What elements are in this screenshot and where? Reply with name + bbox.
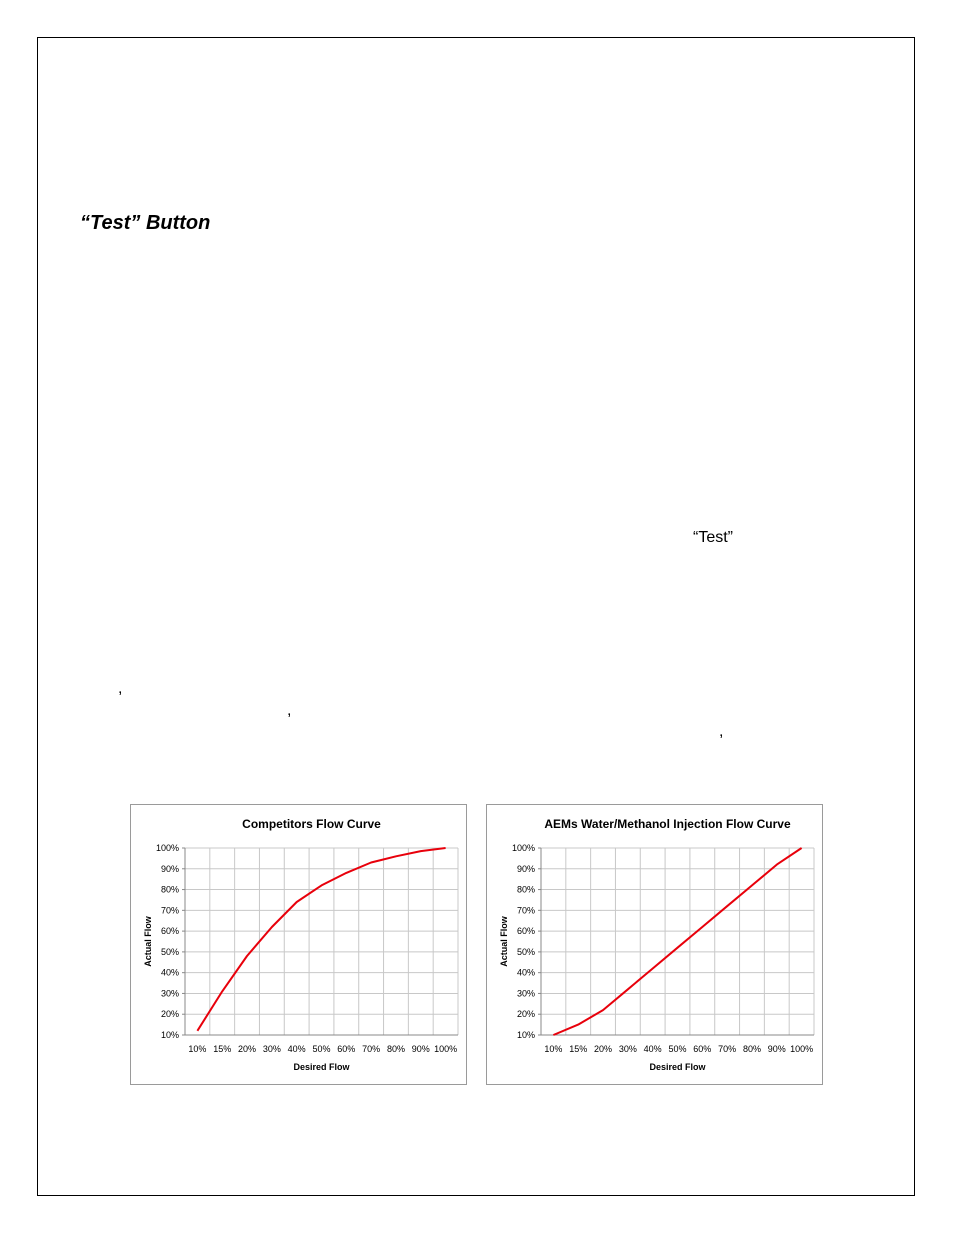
- aem-flow-chart: [486, 804, 823, 1085]
- x-axis-label: Desired Flow: [293, 1062, 350, 1072]
- y-tick-label: 90%: [160, 863, 179, 874]
- x-tick-label: 10%: [188, 1044, 207, 1054]
- y-tick-label: 20%: [516, 1009, 535, 1020]
- comma-fragment: ,: [118, 680, 123, 697]
- x-tick-label: 15%: [569, 1044, 588, 1054]
- x-tick-label: 90%: [767, 1044, 786, 1054]
- y-tick-label: 90%: [516, 863, 535, 874]
- x-tick-label: 20%: [594, 1044, 613, 1054]
- y-tick-label: 40%: [516, 967, 535, 978]
- x-tick-label: 10%: [544, 1044, 563, 1054]
- x-tick-label: 30%: [618, 1044, 637, 1054]
- y-tick-label: 20%: [160, 1009, 179, 1020]
- y-tick-label: 100%: [511, 843, 535, 853]
- y-tick-label: 50%: [516, 946, 535, 957]
- competitors-flow-chart-svg: [131, 805, 468, 1086]
- x-tick-label: 80%: [742, 1044, 761, 1054]
- x-tick-label: 70%: [362, 1044, 381, 1054]
- x-tick-label: 70%: [718, 1044, 737, 1054]
- comma-fragment: ,: [287, 702, 292, 719]
- y-tick-label: 80%: [160, 884, 179, 895]
- y-tick-label: 100%: [155, 843, 179, 853]
- x-tick-label: 100%: [790, 1044, 814, 1054]
- x-tick-label: 15%: [213, 1044, 232, 1054]
- y-tick-label: 70%: [160, 905, 179, 916]
- y-axis-label: Actual Flow: [499, 916, 509, 967]
- comma-fragment: ,: [719, 723, 724, 740]
- chart-title: AEMs Water/Methanol Injection Flow Curve: [544, 817, 791, 831]
- x-tick-label: 80%: [386, 1044, 405, 1054]
- y-tick-label: 10%: [516, 1030, 535, 1040]
- x-tick-label: 20%: [238, 1044, 257, 1054]
- competitors-flow-chart: [130, 804, 467, 1085]
- x-tick-label: 30%: [262, 1044, 281, 1054]
- y-tick-label: 30%: [516, 988, 535, 999]
- x-tick-label: 40%: [643, 1044, 662, 1054]
- x-tick-label: 50%: [668, 1044, 687, 1054]
- y-tick-label: 80%: [516, 884, 535, 895]
- y-tick-label: 10%: [160, 1030, 179, 1040]
- x-tick-label: 40%: [287, 1044, 306, 1054]
- y-axis-label: Actual Flow: [143, 916, 153, 967]
- chart-title: Competitors Flow Curve: [242, 817, 381, 831]
- test-word-fragment: “Test”: [693, 529, 733, 546]
- x-tick-label: 60%: [693, 1044, 712, 1054]
- x-tick-label: 90%: [411, 1044, 430, 1054]
- x-axis-label: Desired Flow: [649, 1062, 706, 1072]
- y-tick-label: 40%: [160, 967, 179, 978]
- y-tick-label: 30%: [160, 988, 179, 999]
- y-tick-label: 60%: [160, 926, 179, 937]
- y-tick-label: 70%: [516, 905, 535, 916]
- section-heading: “Test” Button: [80, 212, 211, 234]
- y-tick-label: 60%: [516, 926, 535, 937]
- y-tick-label: 50%: [160, 946, 179, 957]
- x-tick-label: 100%: [434, 1044, 458, 1054]
- x-tick-label: 60%: [337, 1044, 356, 1054]
- aem-flow-chart-svg: [487, 805, 824, 1086]
- x-tick-label: 50%: [312, 1044, 331, 1054]
